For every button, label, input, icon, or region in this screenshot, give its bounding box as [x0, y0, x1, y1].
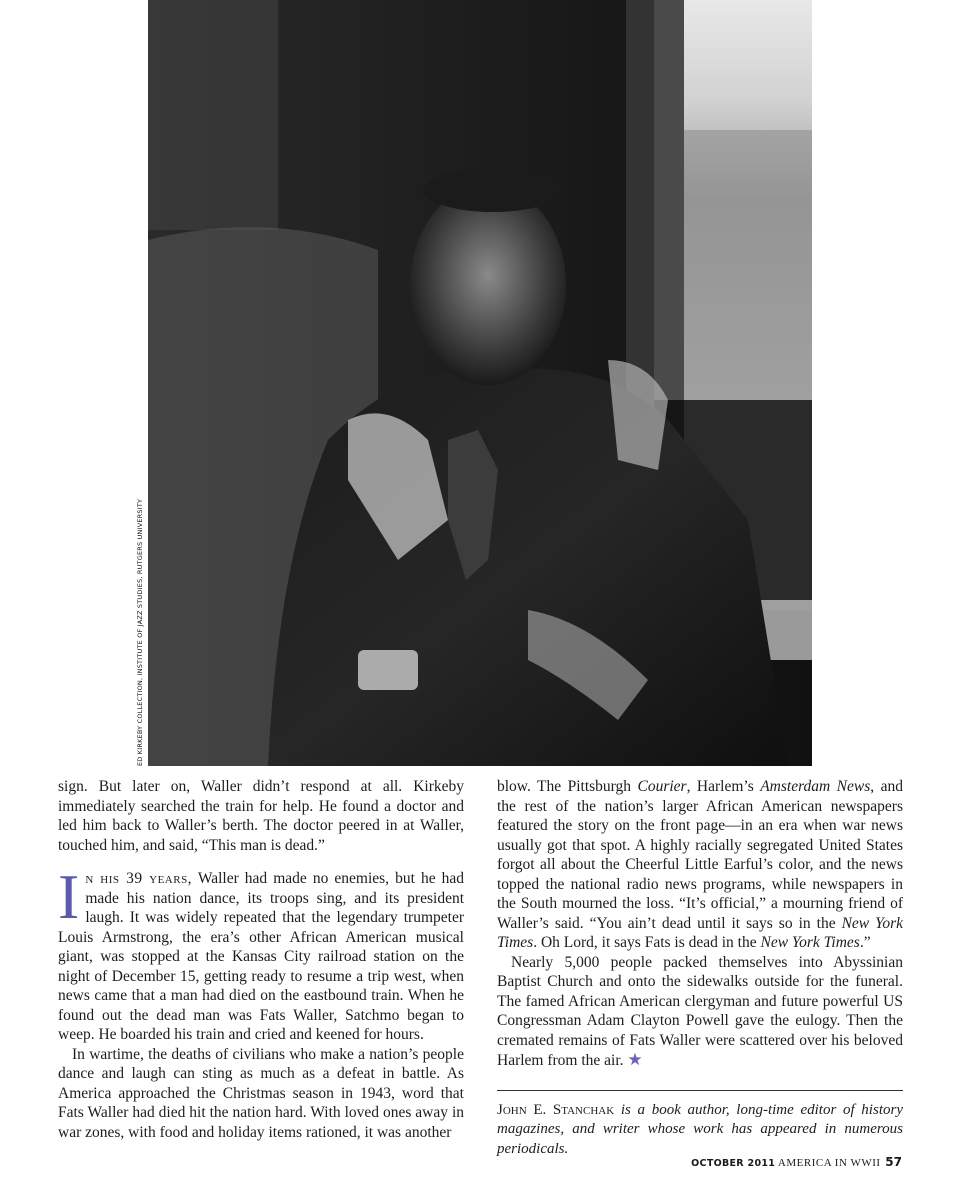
- paragraph-text: .”: [859, 934, 871, 951]
- paragraph: [497, 953, 903, 1071]
- page-number: 57: [885, 1155, 902, 1169]
- paragraph: [497, 777, 903, 953]
- article-photo: [148, 0, 812, 766]
- paragraph: sign. But later on, Waller didn’t respond at all. Kirkeby immediately searched the train for help. He found a doctor and led him back to Waller’s berth. The doctor peered in at Waller, touched him, and said, “This man is dead.”: [58, 778, 464, 854]
- publication-title: Courier: [637, 778, 687, 795]
- paragraph-text: , and the rest of the nation’s larger African American newspapers featured the story on the front page—in an era when war news usually got that spot. A highly racially segregated United States forgot all about the Cheerful Little Earful’s color, and the news topped the national radio news programs, while newspapers in the South mourned the loss. “It’s official,” a mourning friend of Waller’s said. “You ain’t dead until it says so in the: [497, 778, 903, 932]
- author-name: John E. Stanchak: [497, 1101, 615, 1118]
- photo-illustration: [148, 0, 812, 766]
- author-bio-text: is a book author, long-time editor of history magazines, and writer whose work has appeared in numerous periodicals.: [497, 1101, 903, 1157]
- paragraph-text: , Harlem’s: [686, 778, 761, 795]
- author-bio: [497, 1101, 903, 1160]
- paragraph: [58, 861, 464, 1045]
- paragraph-text: Waller had made no enemies, but he had made his nation dance, its troops sing, and its president laugh. It was widely repeated that the legendary trumpeter Louis Armstrong, the era’s other African American musical giant, was stopped at the Kansas City railroad station on the night of December 15, getting ready to resume a trip west, when news came that a man had died on the eastbound train. When he found out the dead man was Fats Waller, Satchmo began to weep. He boarded his train and cried and keened for hours.: [58, 870, 464, 1043]
- magazine-name: AMERICA IN WWII: [777, 1157, 881, 1169]
- bio-divider: [497, 1090, 903, 1091]
- lead-in: n his 39 years,: [85, 870, 193, 887]
- publication-title: New York Times: [497, 914, 903, 951]
- paragraph-text: Nearly 5,000 people packed themselves into Abyssinian Baptist Church and onto the sidewalks outside for the funeral. The famed African American clergyman and future powerful US Congressman Adam Clayton Powell gave the eulogy. Then the cremated remains of Fats Waller were scattered over his beloved Harlem from the air.: [497, 953, 903, 1069]
- article-column-left: [58, 777, 464, 1142]
- paragraph: In wartime, the deaths of civilians who make a nation’s people dance and laugh can sting as much as a defeat in battle. As America approached the Christmas season in 1943, word that Fats Waller had died hit the nation hard. With loved ones away in war zones, with food and holiday items rationed, it was another: [58, 1045, 464, 1141]
- page-footer: [691, 1155, 902, 1169]
- article-column-right: [497, 777, 903, 1159]
- photo-credit: ED KIRKEBY COLLECTION, INSTITUTE OF JAZZ STUDIES, RUTGERS UNIVERSITY: [136, 498, 144, 766]
- paragraph-text: . Oh Lord, it says Fats is dead in the: [533, 934, 761, 951]
- issue-date: OCTOBER 2011: [691, 1158, 776, 1169]
- publication-title: New York Times: [760, 934, 860, 951]
- drop-cap: I: [58, 861, 80, 932]
- paragraph-text: blow. The Pittsburgh: [497, 778, 638, 795]
- end-mark-star-icon: ★: [627, 1050, 643, 1069]
- publication-title: Amsterdam News: [760, 778, 871, 795]
